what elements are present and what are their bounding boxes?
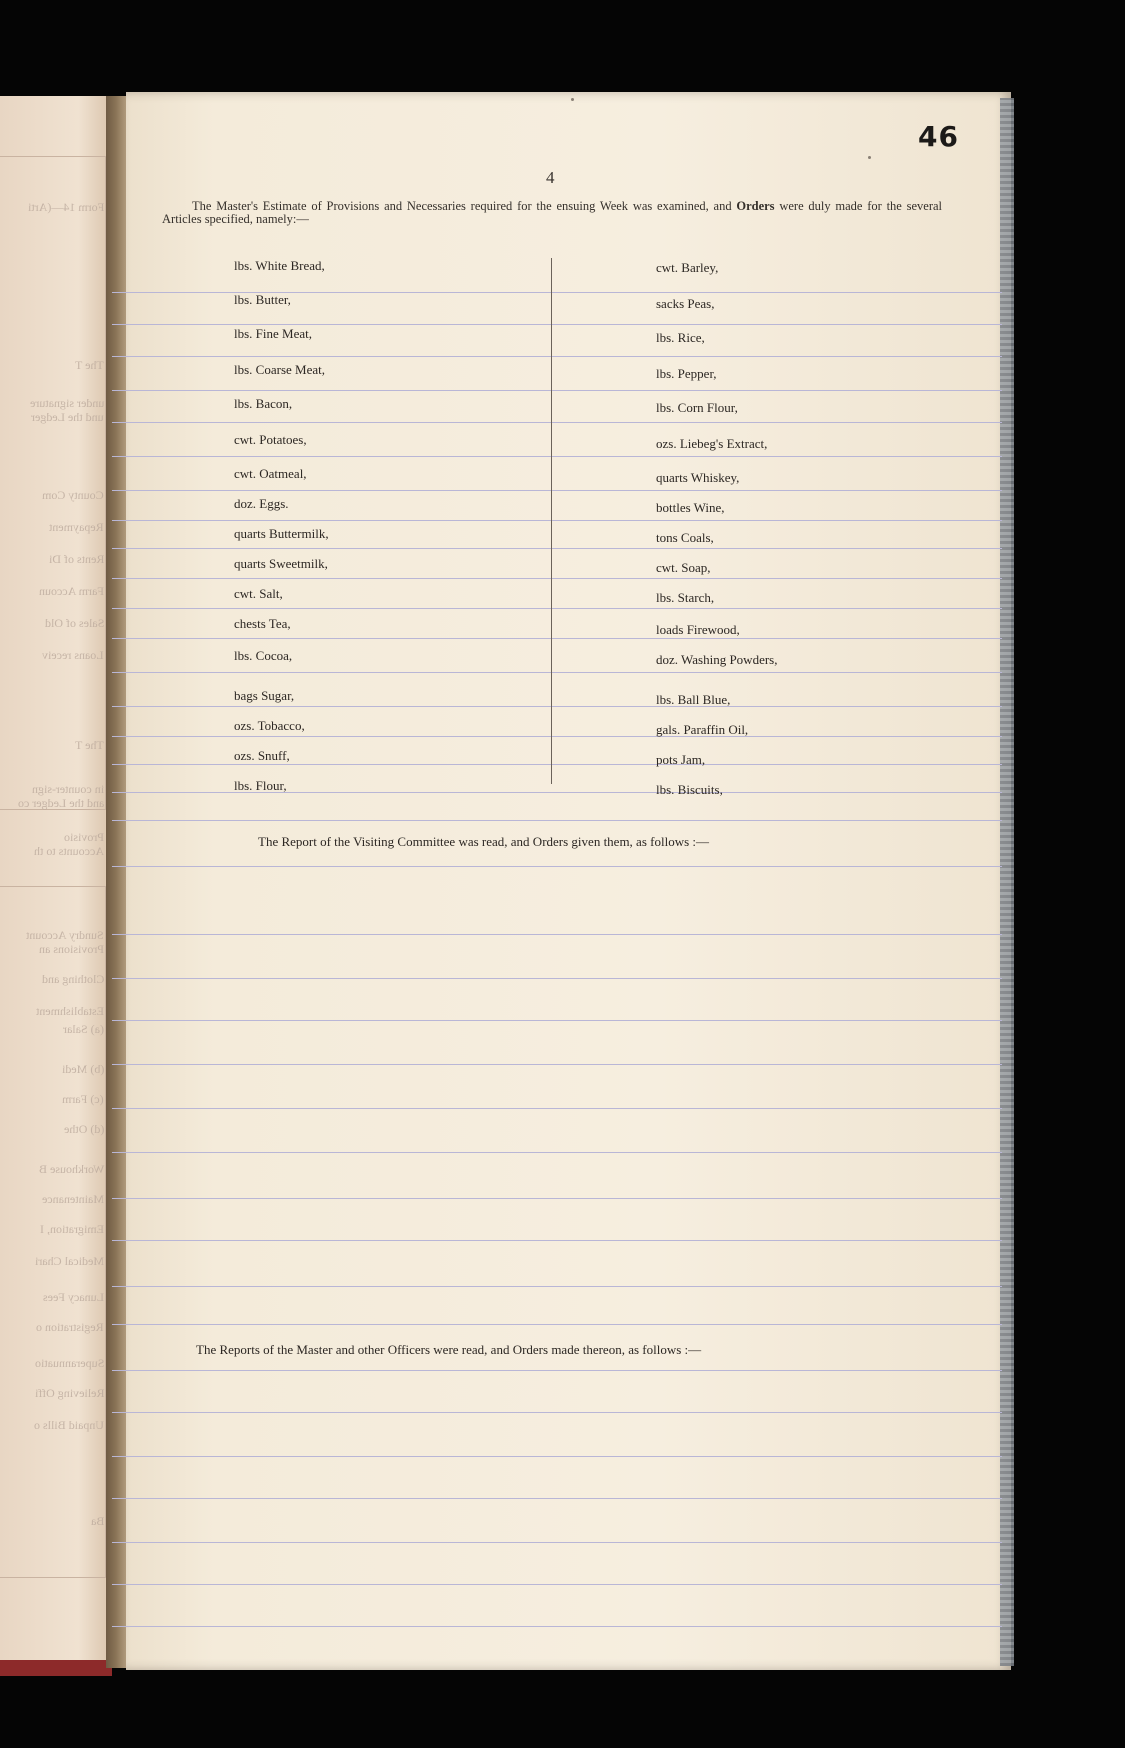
provision-left-item: lbs. Fine Meat,	[234, 326, 312, 341]
intro-bold-word: Orders	[736, 199, 775, 213]
visiting-committee-heading: The Report of the Visiting Committee was read, and Orders given them, as follows :—	[258, 834, 710, 849]
ruled-line	[112, 764, 1002, 765]
left-page-ghost-text: Provisions an	[38, 942, 104, 956]
left-page-ghost-text: Provisio	[63, 830, 104, 844]
provision-right-item: gals. Paraffin Oil,	[656, 722, 749, 737]
provision-right-item: lbs. Pepper,	[656, 366, 717, 381]
ruled-line	[112, 520, 1002, 521]
provision-right-item: lbs. Rice,	[656, 330, 705, 345]
ruled-line	[112, 1108, 1002, 1109]
ruled-line	[112, 638, 1002, 639]
officers-reports-heading: The Reports of the Master and other Officers were read, and Orders made thereon, as follows :—	[196, 1342, 702, 1357]
left-page-ghost-text: in counter-sign	[31, 782, 104, 796]
ruled-line	[112, 1286, 1002, 1287]
ruled-line	[112, 548, 1002, 549]
provision-right-item: lbs. Starch,	[656, 590, 715, 605]
provision-right-item: quarts Whiskey,	[656, 470, 740, 485]
provision-left-item: doz. Eggs.	[234, 496, 289, 511]
intro-rest: were duly made for the several Articles specified, namely:—	[162, 199, 943, 226]
ruled-line	[112, 1324, 1002, 1325]
red-page-edge	[0, 1660, 112, 1676]
ruled-line	[112, 1152, 1002, 1153]
provision-right-item: cwt. Soap,	[656, 560, 711, 575]
provision-left-item: lbs. Cocoa,	[234, 648, 293, 663]
left-page-ghost-text: und the Ledger	[31, 410, 104, 424]
ruled-line	[112, 422, 1002, 423]
left-page-ghost-text: Accounts to th	[34, 844, 104, 858]
left-page-ghost-text: Establishment	[36, 1004, 104, 1018]
ruled-line	[112, 356, 1002, 357]
provision-right-item: loads Firewood,	[656, 622, 740, 637]
provision-right-item: lbs. Corn Flour,	[656, 400, 738, 415]
ruled-line	[112, 578, 1002, 579]
provision-left-item: lbs. Flour,	[234, 778, 287, 793]
left-page-ghost-text: Superannuatio	[34, 1356, 104, 1370]
left-page-ghost-text: The T	[75, 358, 104, 372]
left-facing-page	[0, 96, 112, 1666]
ruled-line	[112, 490, 1002, 491]
provision-left-item: quarts Buttermilk,	[234, 526, 329, 541]
left-page-ghost-text: (d) Othe	[63, 1122, 104, 1136]
provision-left-item: quarts Sweetmilk,	[234, 556, 328, 571]
left-page-ghost-text: (c) Farm	[62, 1092, 104, 1106]
left-page-ghost-text: Workhouse B	[38, 1162, 104, 1176]
left-page-ghost-text: Unpaid Bills o	[33, 1418, 104, 1432]
left-page-ghost-text: Sundry Account	[26, 928, 104, 942]
left-page-ghost-text: (a) Salar	[63, 1022, 104, 1036]
page-number: 46	[918, 120, 959, 153]
left-page-ghost-text: Farm Accoun	[39, 584, 104, 598]
left-page-ghost-text: The T	[75, 738, 104, 752]
ruled-line	[112, 706, 1002, 707]
provision-left-item: lbs. Bacon,	[234, 396, 293, 411]
provision-left-item: lbs. White Bread,	[234, 258, 325, 273]
intro-text: The Master's Estimate of Provisions and Necessaries required for the ensuing Week was examined, and	[192, 199, 732, 213]
provision-right-item: sacks Peas,	[656, 296, 715, 311]
ruled-line	[112, 866, 1002, 867]
provision-right-item: bottles Wine,	[656, 500, 725, 515]
ruled-line	[112, 1370, 1002, 1371]
provision-left-item: cwt. Salt,	[234, 586, 283, 601]
provision-left-item: chests Tea,	[234, 616, 291, 631]
provision-left-item: bags Sugar,	[234, 688, 295, 703]
page-edge-stack	[1000, 98, 1014, 1666]
ruled-line	[112, 1626, 1002, 1627]
ruled-line	[112, 1456, 1002, 1457]
ruled-line	[112, 1542, 1002, 1543]
provision-left-item: cwt. Oatmeal,	[234, 466, 307, 481]
left-page-ghost-text: Repayment	[49, 520, 104, 534]
left-page-ghost-text: Rents of Di	[48, 552, 104, 566]
left-page-ghost-text: Medical Chari	[35, 1254, 104, 1268]
column-divider	[551, 258, 552, 784]
ruled-line	[112, 324, 1002, 325]
ruled-line	[112, 1240, 1002, 1241]
provision-left-item: lbs. Butter,	[234, 292, 291, 307]
ruled-line	[112, 1584, 1002, 1585]
left-page-ghost-text: Loans receiv	[42, 648, 104, 662]
left-page-ghost-text: under signature	[29, 396, 104, 410]
ruled-line	[112, 1198, 1002, 1199]
left-page-ghost-text: Clothing and	[41, 972, 104, 986]
folio-number: 4	[546, 168, 555, 187]
ruled-line	[112, 1498, 1002, 1499]
left-page-box-top	[0, 156, 106, 810]
ruled-line	[112, 820, 1002, 821]
left-page-ghost-text: (b) Medi	[61, 1062, 104, 1076]
left-page-ghost-text: Registration o	[36, 1320, 104, 1334]
ruled-line	[112, 672, 1002, 673]
ink-dot	[571, 98, 574, 101]
ruled-line	[112, 390, 1002, 391]
provision-right-item: cwt. Barley,	[656, 260, 719, 275]
left-page-ghost-text: Lunacy Fees	[43, 1290, 104, 1304]
ruled-line	[112, 608, 1002, 609]
provision-right-item: tons Coals,	[656, 530, 714, 545]
left-page-ghost-text: and the Ledger co	[17, 796, 104, 810]
provision-left-item: lbs. Coarse Meat,	[234, 362, 325, 377]
provision-right-item: lbs. Biscuits,	[656, 782, 723, 797]
ruled-line	[112, 934, 1002, 935]
left-page-ghost-text: Emigration, I	[40, 1222, 104, 1236]
ruled-line	[112, 456, 1002, 457]
provision-right-item: ozs. Liebeg's Extract,	[656, 436, 768, 451]
left-page-ghost-text: Form 14—(Arti	[27, 200, 104, 214]
provision-right-item: lbs. Ball Blue,	[656, 692, 731, 707]
book-gutter	[106, 96, 128, 1668]
left-page-ghost-text: Sales of Old	[44, 616, 104, 630]
provision-right-item: doz. Washing Powders,	[656, 652, 778, 667]
left-page-ghost-text: Maintenance	[42, 1192, 104, 1206]
provision-right-item: pots Jam,	[656, 752, 706, 767]
ruled-line	[112, 1064, 1002, 1065]
provision-left-item: ozs. Tobacco,	[234, 718, 305, 733]
provision-left-item: ozs. Snuff,	[234, 748, 290, 763]
ruled-line	[112, 1020, 1002, 1021]
ruled-line	[112, 736, 1002, 737]
left-page-ghost-text: Relieving Offi	[34, 1386, 104, 1400]
estimate-intro-paragraph	[162, 200, 942, 226]
provision-left-item: cwt. Potatoes,	[234, 432, 307, 447]
left-page-ghost-text: Ba	[90, 1514, 104, 1528]
ruled-line	[112, 1412, 1002, 1413]
left-page-ghost-text: County Com	[42, 488, 104, 502]
ruled-line	[112, 978, 1002, 979]
ink-dot	[868, 156, 871, 159]
